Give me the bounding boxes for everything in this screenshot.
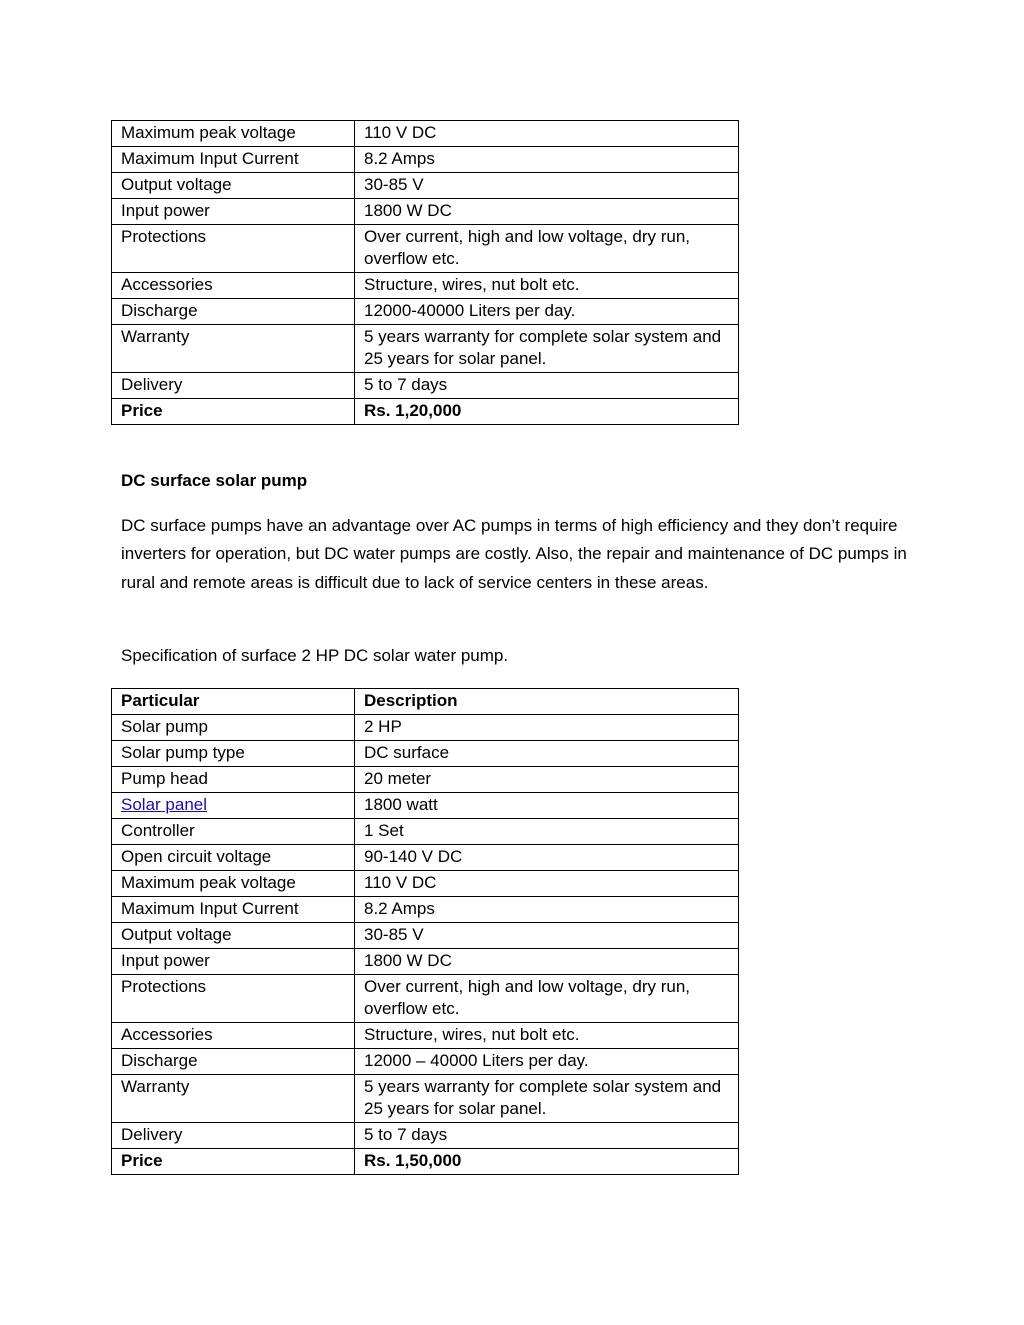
spec-label: Output voltage: [112, 173, 355, 199]
spec-value: 12000 – 40000 Liters per day.: [355, 1049, 739, 1075]
spec-label: Input power: [112, 949, 355, 975]
spec-label: Controller: [112, 819, 355, 845]
spec-table-1: [111, 120, 739, 425]
spec-label: Input power: [112, 199, 355, 225]
spec-value: Structure, wires, nut bolt etc.: [355, 273, 739, 299]
price-value: Rs. 1,50,000: [355, 1149, 739, 1175]
spec-label: Accessories: [112, 1023, 355, 1049]
spec-label: Maximum Input Current: [112, 897, 355, 923]
spec-label-cell: [112, 793, 355, 819]
spec-value: Over current, high and low voltage, dry run, overflow etc.: [355, 225, 739, 273]
price-label: Price: [112, 399, 355, 425]
spec-label: Solar pump: [112, 715, 355, 741]
spec-value: 1800 W DC: [355, 949, 739, 975]
section-paragraph: DC surface pumps have an advantage over AC pumps in terms of high efficiency and they don’t require inverters for operation, but DC water pumps are costly. Also, the repair and maintenance of DC pumps in rural and remote areas is difficult due to lack of service centers in these areas.: [121, 516, 907, 592]
spec-label: Discharge: [112, 1049, 355, 1075]
spec-label: Delivery: [112, 1123, 355, 1149]
table-row: [112, 1123, 739, 1149]
spec-value: 5 years warranty for complete solar system and 25 years for solar panel.: [355, 325, 739, 373]
price-label: Price: [112, 1149, 355, 1175]
spec-label: Maximum peak voltage: [112, 121, 355, 147]
spec-value: DC surface: [355, 741, 739, 767]
table-row: [112, 975, 739, 1023]
table-row: [112, 373, 739, 399]
spec-label: Open circuit voltage: [112, 845, 355, 871]
spec-label: Maximum peak voltage: [112, 871, 355, 897]
spec-value: 2 HP: [355, 715, 739, 741]
spec-value: 1800 watt: [355, 793, 739, 819]
spec-label: Protections: [112, 225, 355, 273]
section-heading: DC surface solar pump: [121, 471, 308, 490]
table-row: [112, 147, 739, 173]
table-row: [112, 819, 739, 845]
table-row: [112, 949, 739, 975]
spec-value: Structure, wires, nut bolt etc.: [355, 1023, 739, 1049]
table-row: [112, 923, 739, 949]
table-header-row: [112, 689, 739, 715]
spec-table-2: [111, 688, 739, 1175]
table-row: [112, 1075, 739, 1123]
column-header-description: Description: [355, 689, 739, 715]
table-row: [112, 1049, 739, 1075]
spec-label: Warranty: [112, 1075, 355, 1123]
table-row: [112, 793, 739, 819]
spec-value: Over current, high and low voltage, dry run, overflow etc.: [355, 975, 739, 1023]
spec-label: Pump head: [112, 767, 355, 793]
column-header-particular: Particular: [112, 689, 355, 715]
table-row: [112, 871, 739, 897]
table-row: [112, 121, 739, 147]
spec-value: 30-85 V: [355, 173, 739, 199]
spec-value: 20 meter: [355, 767, 739, 793]
table-row: [112, 767, 739, 793]
table-row: [112, 225, 739, 273]
spec-value: 1800 W DC: [355, 199, 739, 225]
price-value: Rs. 1,20,000: [355, 399, 739, 425]
spec-label: Protections: [112, 975, 355, 1023]
table-row: [112, 299, 739, 325]
spec-value: 8.2 Amps: [355, 897, 739, 923]
spec-label: Output voltage: [112, 923, 355, 949]
table-row: [112, 897, 739, 923]
spec-value: 1 Set: [355, 819, 739, 845]
spec-label: Solar pump type: [112, 741, 355, 767]
table-row: [112, 173, 739, 199]
spec-value: 30-85 V: [355, 923, 739, 949]
spec-value: 90-140 V DC: [355, 845, 739, 871]
spec-value: 5 to 7 days: [355, 373, 739, 399]
spec-label: Discharge: [112, 299, 355, 325]
spec-value: 110 V DC: [355, 871, 739, 897]
table-row: [112, 741, 739, 767]
table-row: [112, 199, 739, 225]
spec-label: Warranty: [112, 325, 355, 373]
spec-value: 110 V DC: [355, 121, 739, 147]
spec-label: Delivery: [112, 373, 355, 399]
spec-value: 8.2 Amps: [355, 147, 739, 173]
spec-label: Maximum Input Current: [112, 147, 355, 173]
spec-intro: Specification of surface 2 HP DC solar water pump.: [121, 646, 509, 665]
spec-label: Accessories: [112, 273, 355, 299]
table-row: [112, 1023, 739, 1049]
table-row: [112, 845, 739, 871]
spec-value: 12000-40000 Liters per day.: [355, 299, 739, 325]
spec-value: 5 years warranty for complete solar system and 25 years for solar panel.: [355, 1075, 739, 1123]
price-row: [112, 1149, 739, 1175]
price-row: [112, 399, 739, 425]
table-row: [112, 715, 739, 741]
table-row: [112, 273, 739, 299]
table-row: [112, 325, 739, 373]
spec-value: 5 to 7 days: [355, 1123, 739, 1149]
solar-panel-link[interactable]: Solar panel: [121, 795, 208, 814]
